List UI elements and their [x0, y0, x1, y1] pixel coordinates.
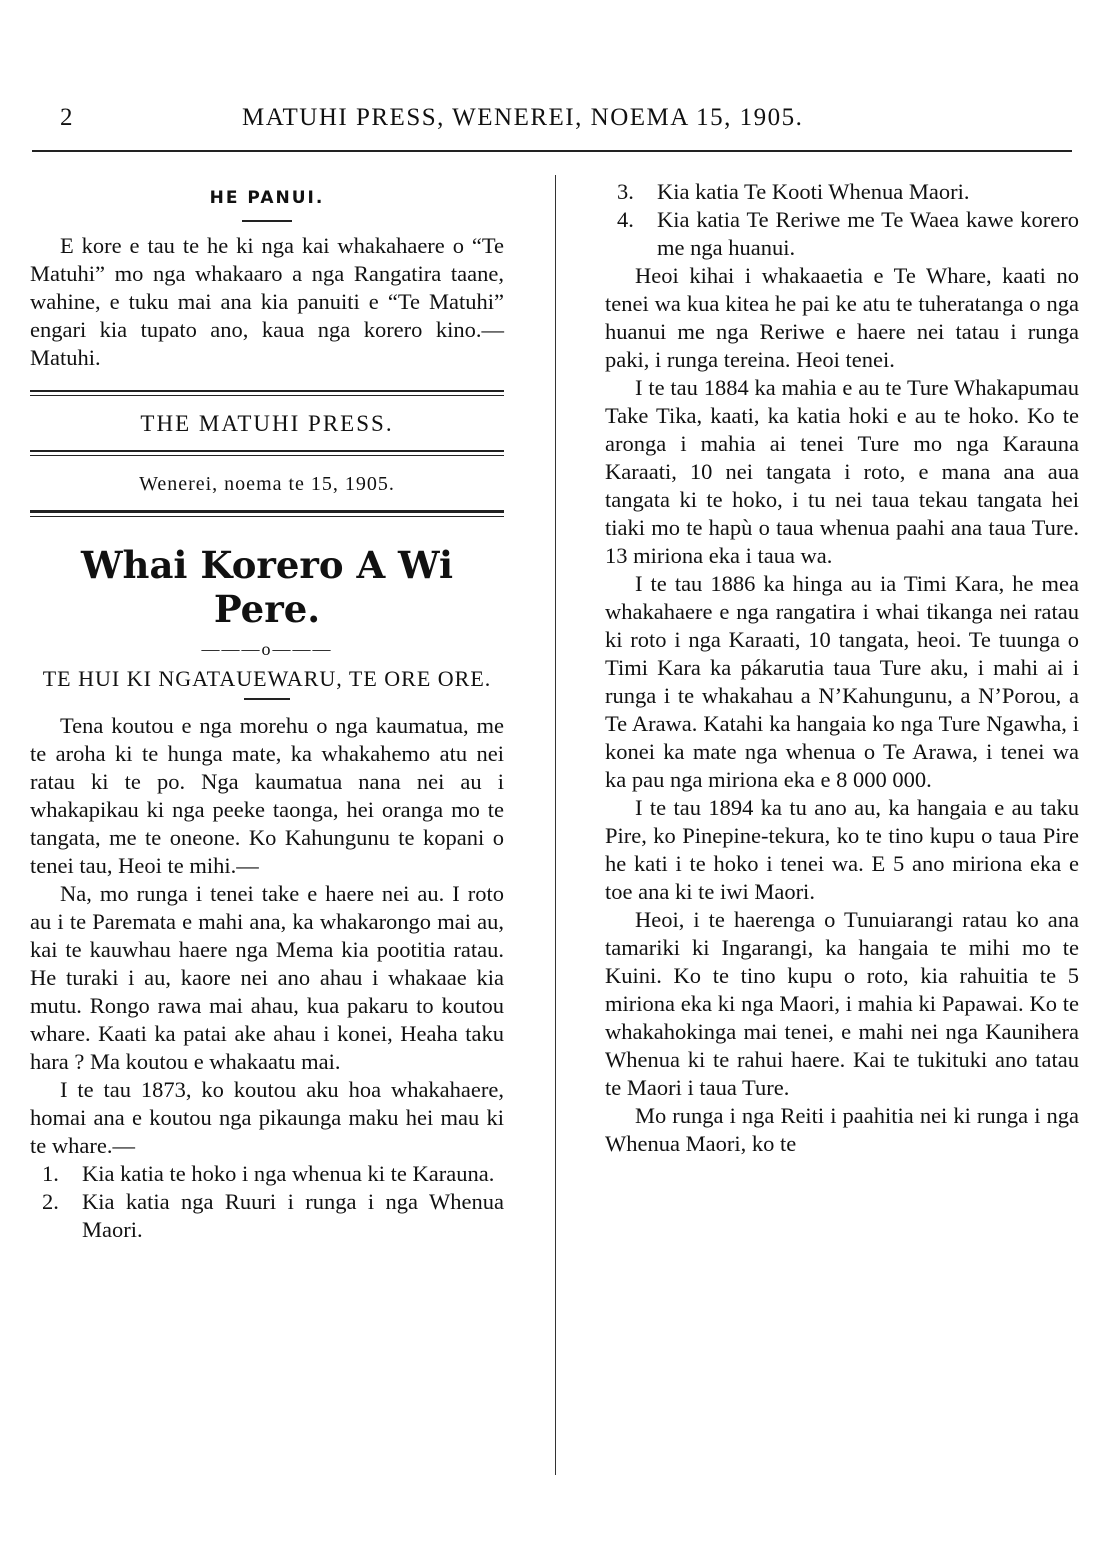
- paragraph: Tena koutou e nga morehu o nga kaumatua, me te aroha ki te hunga mate, ka whakahemo atu nei ratau ki te po. Nga kaumatua nana nei au i whakapikau ki nga peeke taonga, hei oranga mo te tangata, me te oneone. Ko Kahungunu te kopani o tenei tau, Heoi te mihi.—: [30, 713, 504, 878]
- paragraph: Heoi kihai i whakaaetia e Te Whare, kaati no tenei wa kua kitea he pai ke atu te tuheratanga o nga huanui me nga Reriwe e haere nei tatau i runga paki, i runga tereina. Heoi tenei.: [605, 263, 1079, 372]
- left-column: [30, 178, 504, 1244]
- list-number: 2.: [42, 1189, 59, 1214]
- page-number: 2: [60, 104, 73, 131]
- paragraph: I te tau 1873, ko koutou aku hoa whakahaere, homai ana e koutou nga pikaunga maku hei mau ki te whare.—: [30, 1077, 504, 1158]
- masthead: MATUHI PRESS, WENEREI, NOEMA 15, 1905.: [242, 104, 804, 131]
- list-text: Kia katia Te Kooti Whenua Maori.: [657, 179, 970, 204]
- ornament-divider: ———o———: [201, 639, 333, 659]
- list-number: 3.: [617, 179, 634, 204]
- list-item: [30, 1188, 504, 1244]
- list-item: [30, 1160, 504, 1188]
- column-divider: [555, 175, 556, 1475]
- paragraph: Heoi, i te haerenga o Tunuiarangi ratau ko ana tamariki ki Ingarangi, ka hangaia te mihi mo te Kuini. Ko te tino kupu o roto, kia rahuitia te 5 miriona eka ki nga Maori, i mahia ki Papawai. Ko te whakahokinga mai tenei, e mahi nei nga Kaunihera Whenua ki te rahui haere. Kai te tukituki ano tatau te Maori i taua Ture.: [605, 907, 1079, 1100]
- double-rule-2: [30, 450, 504, 456]
- list-text: Kia katia nga Ruuri i runga i nga Whenua Maori.: [82, 1189, 504, 1242]
- paragraph: Na, mo runga i tenei take e haere nei au. I roto au i te Paremata e mahi ana, ka whakarongo mai au, kai te kauwhau haere nga Mema kia pootitia ratau. He turaki i au, kaore nei ano ahau i whakaae kia mutu. Rongo rawa mai ahau, kua pakaru to koutou whare. Kaati ka patai ake ahau i konei, Heaha taku hara ? Ma koutou e whakaatu mai.: [30, 881, 504, 1074]
- press-title: THE MATUHI PRESS.: [140, 411, 394, 436]
- article-title: Whai Korero A Wi Pere.: [80, 543, 454, 631]
- notice-title: HE PANUI.: [209, 188, 325, 208]
- article-subhead: TE HUI KI NGATAUEWARU, TE ORE ORE.: [42, 666, 492, 691]
- paragraph: Mo runga i nga Reiti i paahitia nei ki runga i nga Whenua Maori, ko te: [605, 1103, 1079, 1156]
- paragraph: I te tau 1894 ka tu ano au, ka hangaia e au taku Pire, ko Pinepine-tekura, ko te tino kupu o taua Pire he kati i te hoko i tenei wa. E 5 ano miriona eka e toe ana ki te iwi Maori.: [605, 795, 1079, 904]
- notice-rule: [242, 220, 292, 222]
- list-item: [605, 206, 1079, 262]
- paragraph: I te tau 1886 ka hinga au ia Timi Kara, he mea whakahaere e nga rangatira i whai tikanga nei ratau ki roto i nga Karaati, 10 tangata, heoi. Te tuunga o Timi Kara ka pákarutia taua Ture aku, i mahi ai i runga i te whakahau a N’Kahungunu, a N’Porou, a Te Arawa. Katahi ka hangaia ko nga Ture Ngawha, i konei ka mate nga whenua o Te Arawa, i tenei wa ka pau nga miriona eka e 8 000 000.: [605, 571, 1079, 792]
- thick-rule: [30, 510, 504, 517]
- list-item: [605, 178, 1079, 206]
- right-column: [605, 178, 1079, 1158]
- list-text: Kia katia Te Reriwe me Te Waea kawe korero me nga huanui.: [657, 207, 1079, 260]
- list-number: 1.: [42, 1161, 59, 1186]
- page-header: [32, 104, 1072, 140]
- list-number: 4.: [617, 207, 634, 232]
- list-text: Kia katia te hoko i nga whenua ki te Karauna.: [82, 1161, 495, 1186]
- subhead-rule: [244, 698, 290, 700]
- paragraph: I te tau 1884 ka mahia e au te Ture Whakapumau Take Tika, kaati, ka katia hoki e au te hoko. Ko te aronga i mahia ai tenei Ture mo nga Karauna Karaati, 10 nei tangata i roto, e mana ana aua tangata ki te hoko, i tu nei taua tekau tangata hei tiaki mo te hapù o taua whenua paahi ana taua Ture. 13 miriona eka i taua wa.: [605, 375, 1079, 568]
- notice-body: E kore e tau te he ki nga kai whakahaere o “Te Matuhi” mo nga whakaaro a nga Rangatira taane, wahine, e tuku mai ana kia panuiti e “Te Matuhi” engari kia tupato ano, kaua nga korero kino.—Matuhi.: [30, 233, 504, 370]
- header-rule: [32, 150, 1072, 152]
- date-line: Wenerei, noema te 15, 1905.: [139, 473, 395, 495]
- double-rule: [30, 390, 504, 396]
